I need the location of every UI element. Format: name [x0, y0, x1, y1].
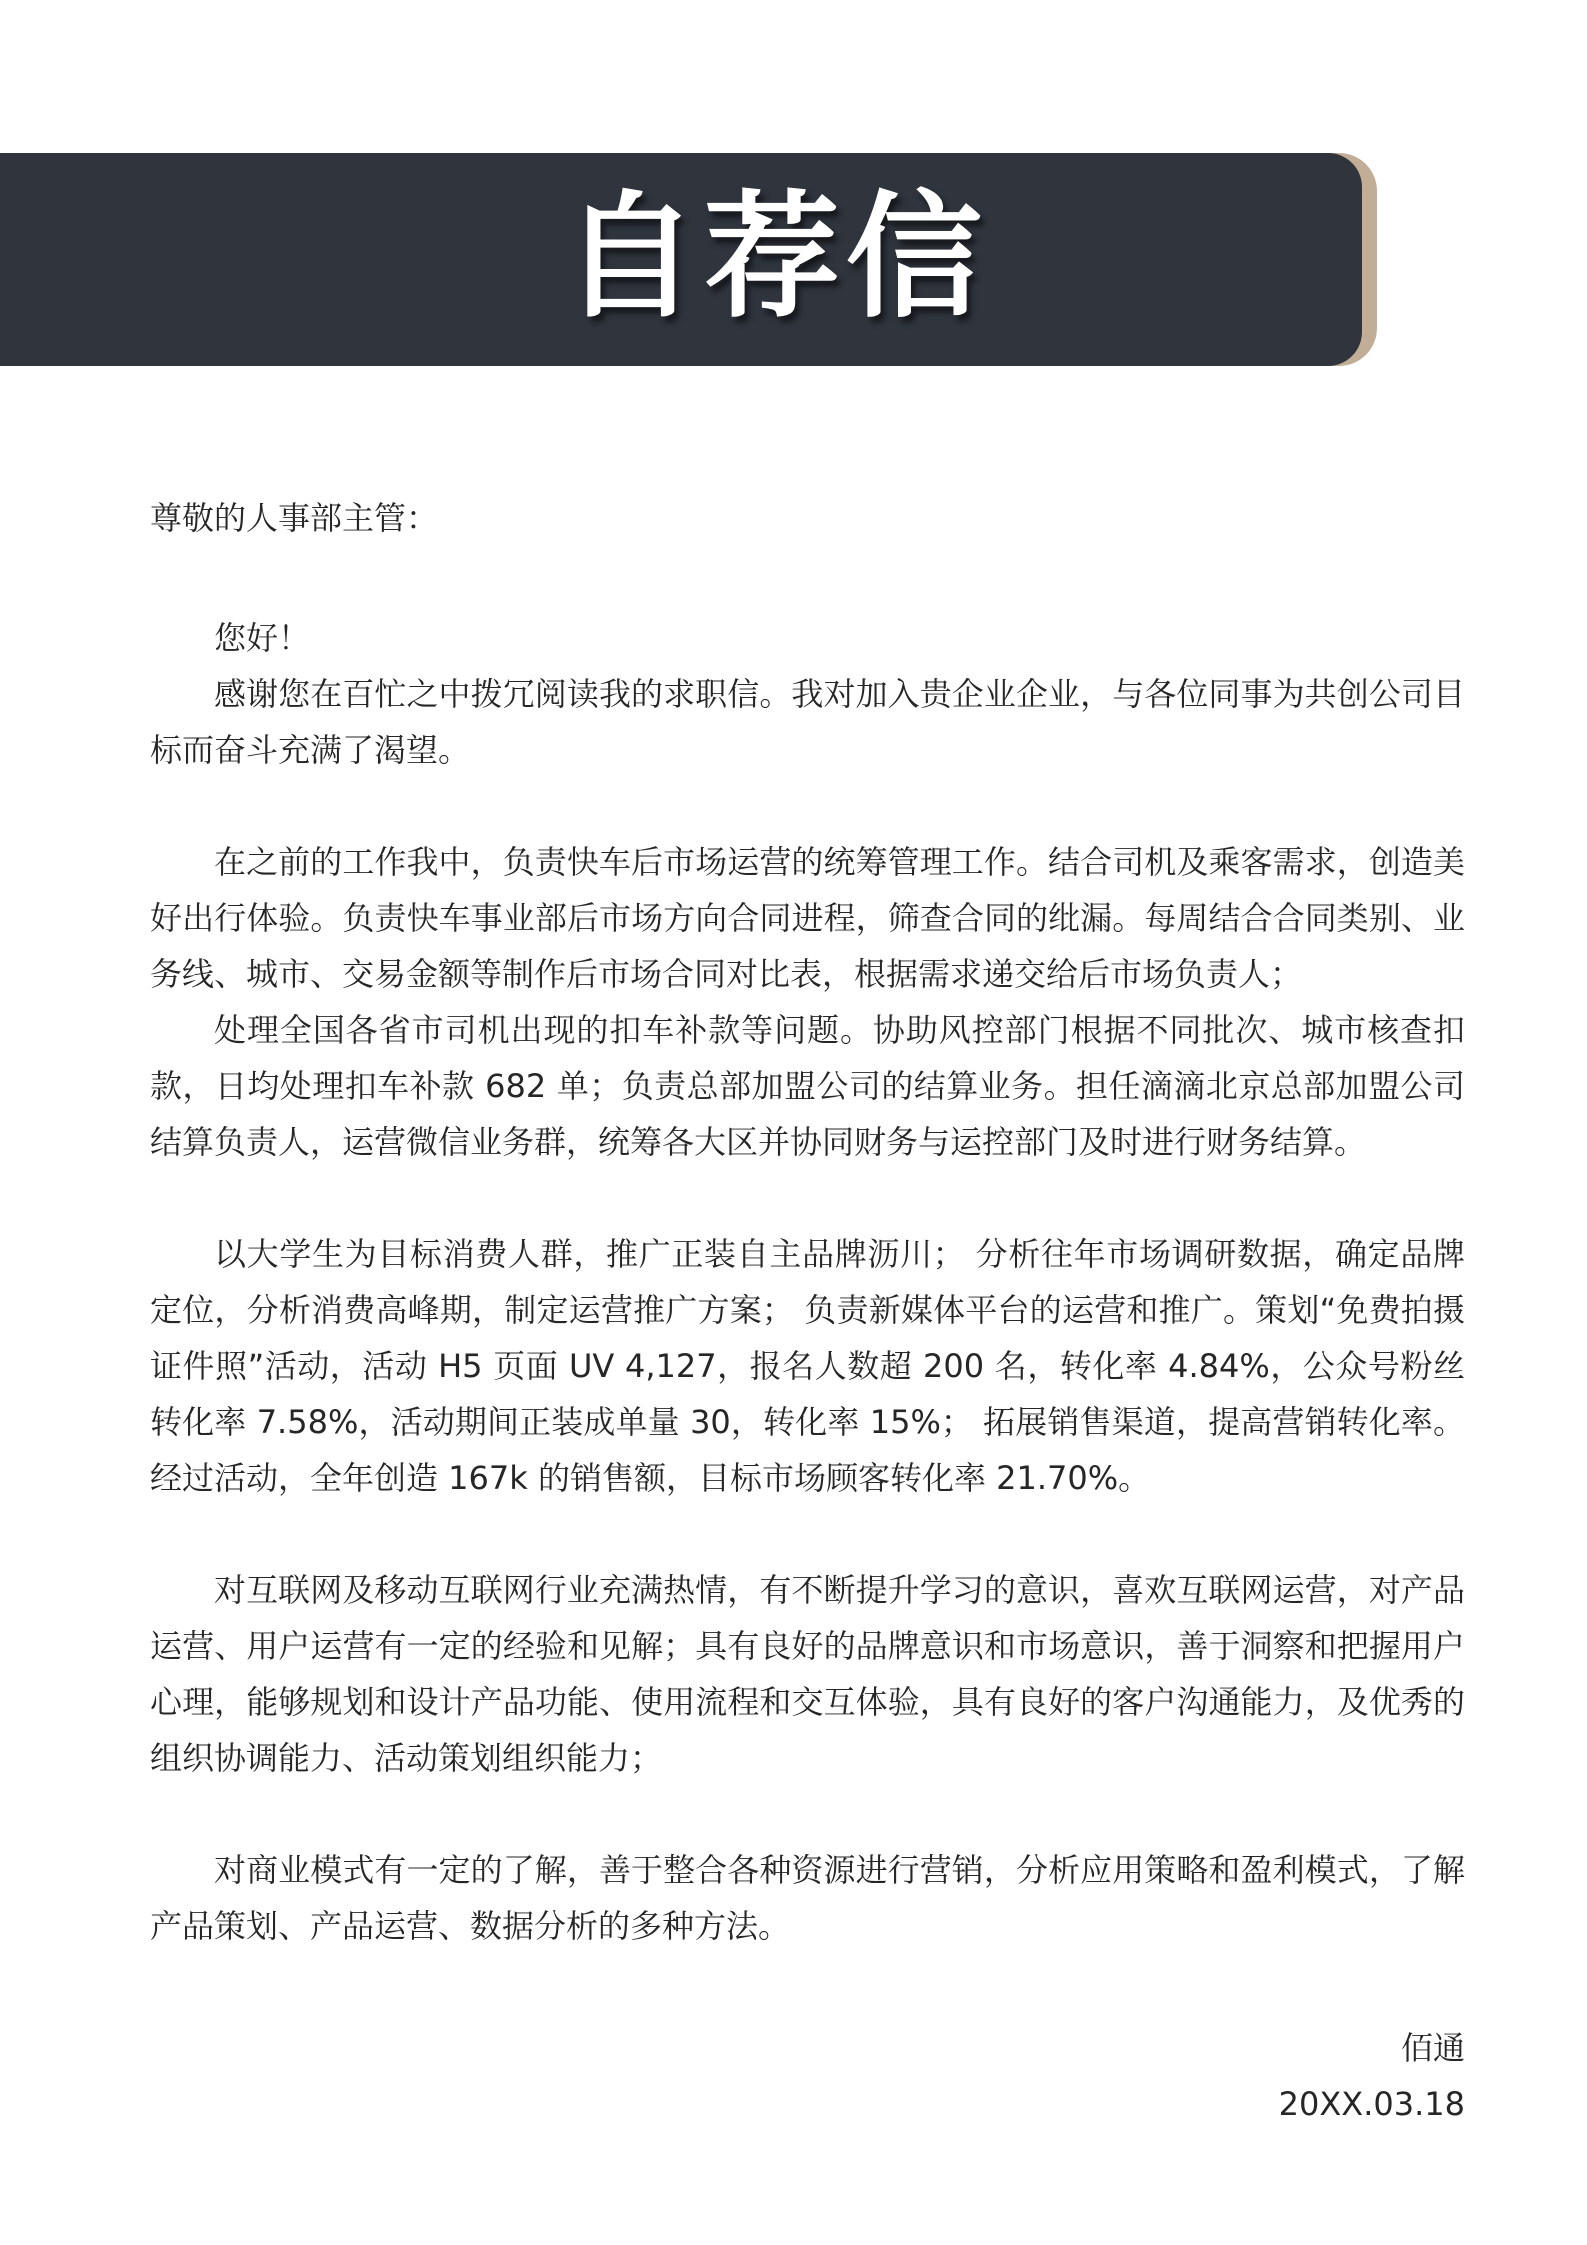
signature-block: [1279, 2020, 1465, 2132]
signature-name: 佰通: [1400, 2029, 1465, 2067]
marketing-paragraph: 以大学生为目标消费人群，推广正装自主品牌沥川； 分析往年市场调研数据，确定品牌定位，分析消费高峰期，制定运营推广方案； 负责新媒体平台的运营和推广。策划“免费拍摄证件照”活动，活动 H5 页面 UV 4,127，报名人数超 200 名，转化率 4.84%，公众号粉丝转化率 7.58%，活动期间正装成单量 30，转化率 15%； 拓展销售渠道，提高营销转化率。经过活动，全年创造 167k 的销售额，目标市场顾客转化率 21.70%。: [150, 1235, 1465, 1497]
page-title: 自荐信: [562, 179, 988, 337]
intro-paragraph: 感谢您在百忙之中拨冗阅读我的求职信。我对加入贵企业企业，与各位同事为共创公司目标而奋斗充满了渴望。: [150, 675, 1465, 769]
greeting-paragraph: 您好！: [214, 619, 311, 657]
salutation: 尊敬的人事部主管：: [150, 499, 439, 537]
passion-paragraph: 对互联网及移动互联网行业充满热情，有不断提升学习的意识，喜欢互联网运营，对产品运营、用户运营有一定的经验和见解；具有良好的品牌意识和市场意识，善于洞察和把握用户心理，能够规划和设计产品功能、使用流程和交互体验，具有良好的客户沟通能力，及优秀的组织协调能力、活动策划组织能力；: [150, 1571, 1465, 1777]
experience-paragraph: 在之前的工作我中，负责快车后市场运营的统筹管理工作。结合司机及乘客需求，创造美好出行体验。负责快车事业部后市场方向合同进程，筛查合同的纰漏。每周结合合同类别、业务线、城市、交易金额等制作后市场合同对比表，根据需求递交给后市场负责人；: [150, 843, 1465, 993]
settlement-paragraph: 处理全国各省市司机出现的扣车补款等问题。协助风控部门根据不同批次、城市核查扣款，日均处理扣车补款 682 单；负责总部加盟公司的结算业务。担任滴滴北京总部加盟公司结算负责人，运营微信业务群，统筹各大区并协同财务与运控部门及时进行财务结算。: [150, 1011, 1465, 1161]
letter-body: [150, 610, 1465, 1954]
business-paragraph: 对商业模式有一定的了解，善于整合各种资源进行营销，分析应用策略和盈利模式，了解产品策划、产品运营、数据分析的多种方法。: [150, 1851, 1465, 1945]
signature-date: 20XX.03.18: [1278, 2085, 1465, 2123]
